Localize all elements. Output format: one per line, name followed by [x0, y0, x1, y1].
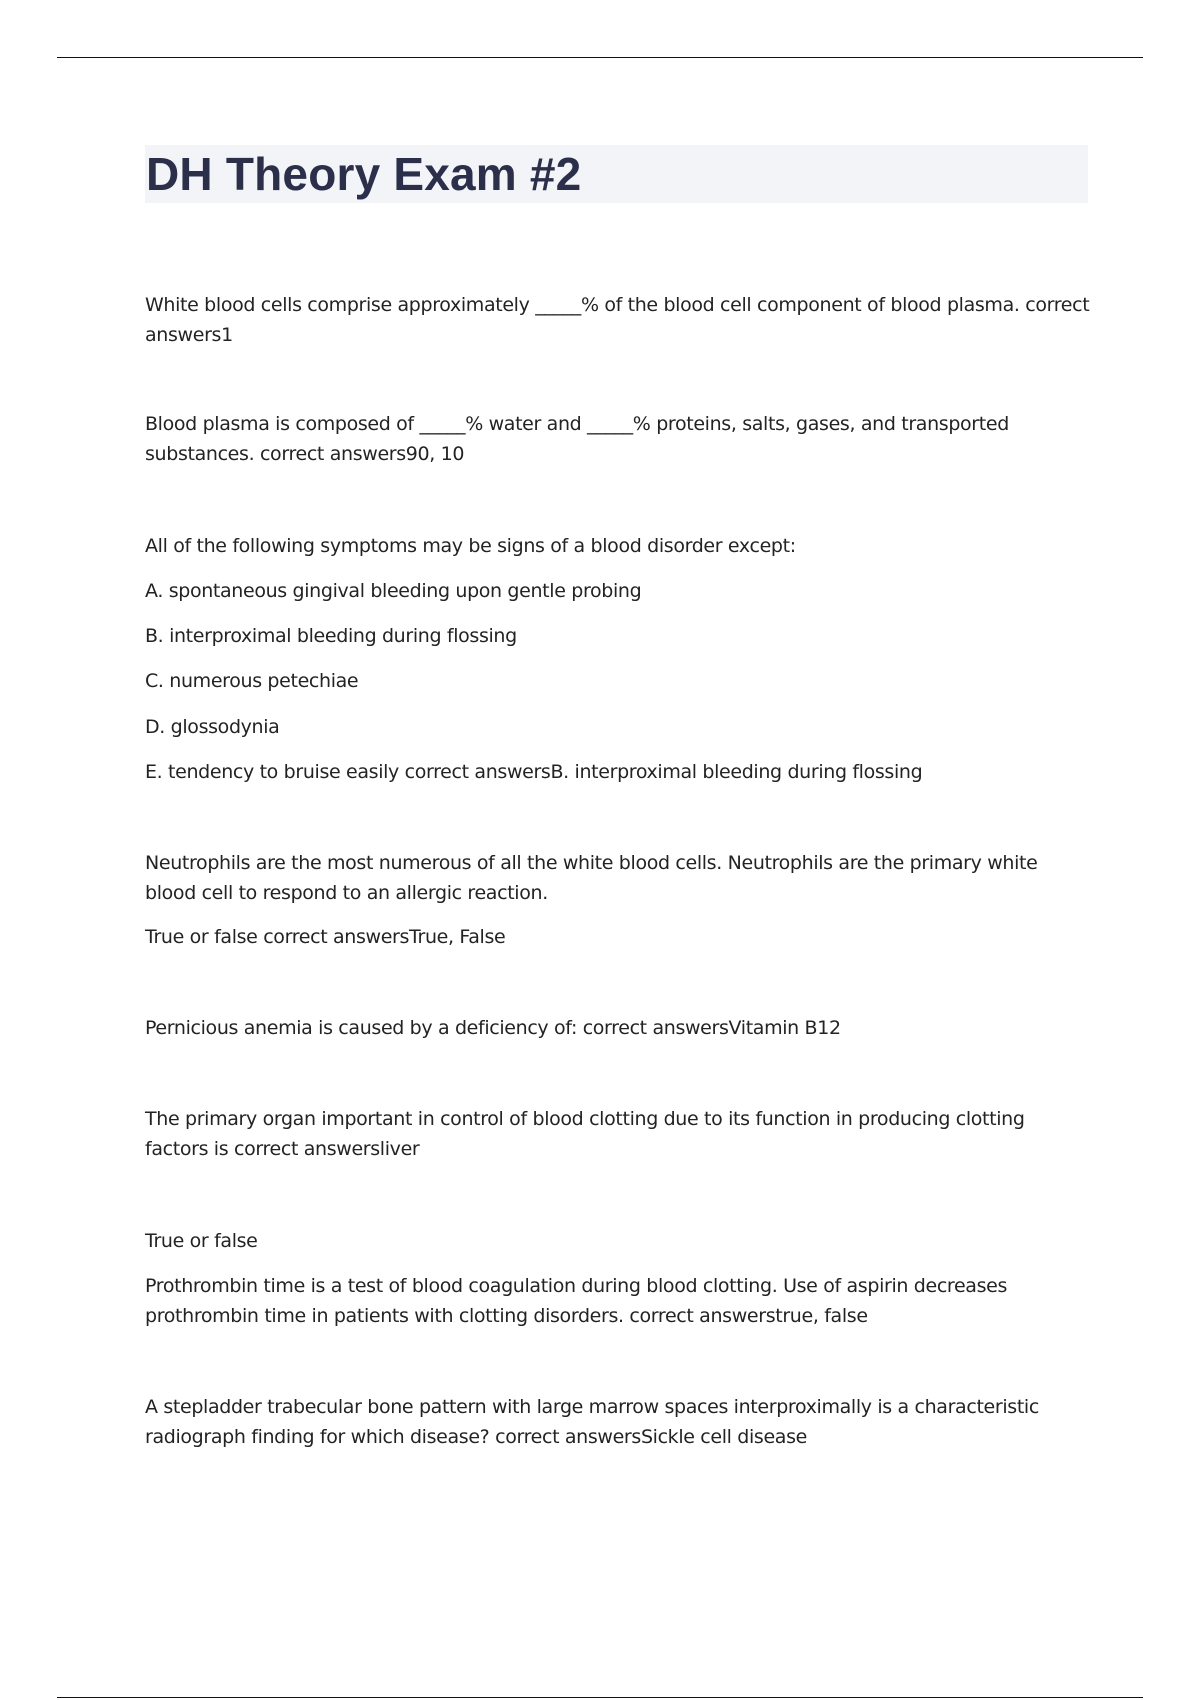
question-blood-plasma: Blood plasma is composed of _____% water and _____% proteins, salts, gases, and transported substances. correct answers90, 10 [145, 413, 1009, 465]
option-b: B. interproximal bleeding during flossing [145, 625, 517, 647]
top-rule [57, 57, 1143, 58]
bottom-rule [57, 1697, 1143, 1698]
question-white-blood-cells: White blood cells comprise approximately _____% of the blood cell component of blood plasma. correct answers1 [145, 294, 1090, 346]
answer-neutrophils: True or false correct answersTrue, False [145, 926, 506, 948]
question-pernicious-anemia: Pernicious anemia is caused by a deficiency of: correct answersVitamin B12 [145, 1017, 841, 1039]
question-clotting-organ: The primary organ important in control of blood clotting due to its function in producing clotting factors is correct answersliver [145, 1108, 1025, 1160]
option-d: D. glossodynia [145, 716, 280, 738]
option-e-answer: E. tendency to bruise easily correct answersB. interproximal bleeding during flossing [145, 761, 923, 783]
option-a: A. spontaneous gingival bleeding upon gentle probing [145, 580, 642, 602]
question-neutrophils: Neutrophils are the most numerous of all the white blood cells. Neutrophils are the primary white blood cell to respond to an allergic reaction. [145, 852, 1038, 904]
question-stepladder: A stepladder trabecular bone pattern with large marrow spaces interproximally is a characteristic radiograph finding for which disease? correct answersSickle cell disease [145, 1396, 1039, 1448]
question-prothrombin: Prothrombin time is a test of blood coagulation during blood clotting. Use of aspirin decreases prothrombin time in patients with clotting disorders. correct answerstrue, false [145, 1275, 1008, 1327]
option-c: C. numerous petechiae [145, 670, 359, 692]
question-blood-disorder: All of the following symptoms may be signs of a blood disorder except: [145, 535, 796, 557]
question-true-false-label: True or false [145, 1230, 258, 1252]
document-title: DH Theory Exam #2 [146, 148, 582, 200]
